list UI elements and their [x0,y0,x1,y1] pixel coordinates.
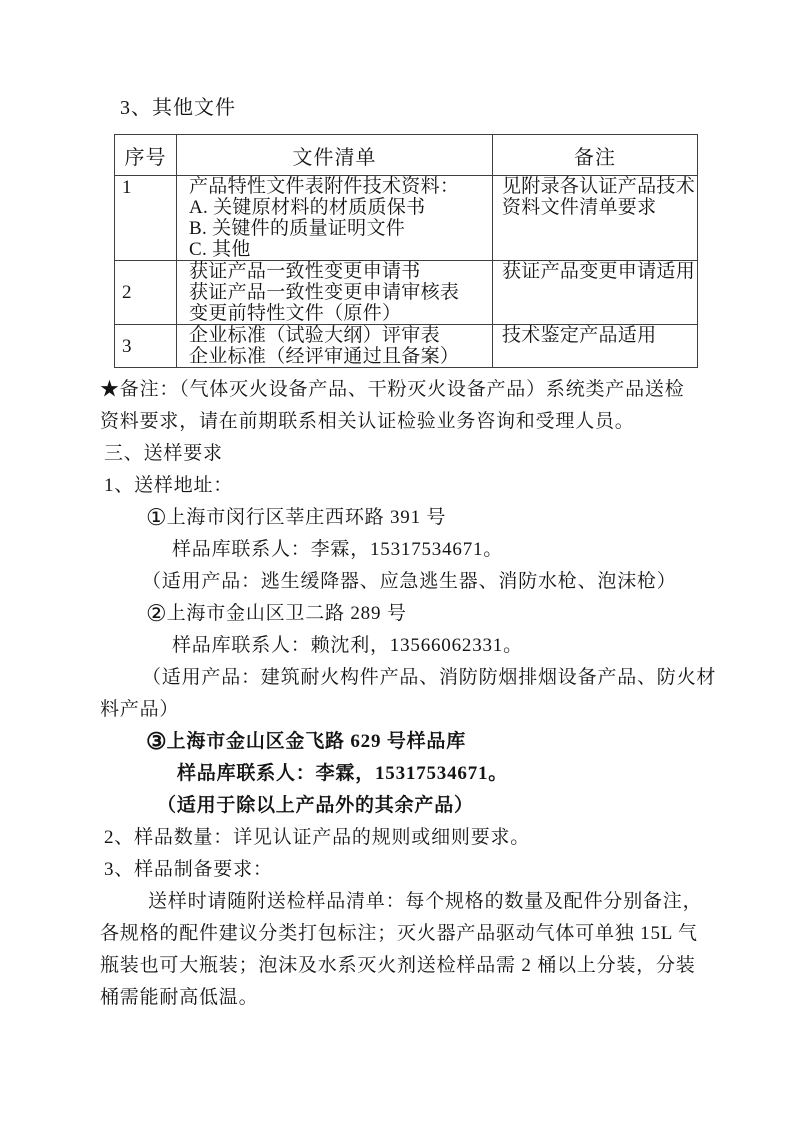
prep-paragraph-line4: 桶需能耐高低温。 [100,987,259,1008]
table-row [115,176,698,261]
row-number: 1 [115,176,177,261]
remark-line: 获证产品变更申请适用 [502,261,696,282]
row-remark [493,261,698,325]
address-label: 1、送样地址： [104,475,234,496]
contact-3: 样品库联系人：李霖，15317534671。 [177,763,509,784]
row-files [177,325,493,368]
contact-2: 样品库联系人：赖沈利，13566062331。 [172,635,523,656]
address-1-text: 上海市闵行区莘庄西环路 391 号 [166,507,447,528]
header-no: 序号 [115,135,177,176]
file-item: 产品特性文件表附件技术资料： [189,176,460,197]
file-item: B. 关键件的质量证明文件 [189,218,406,239]
star-note-line2: 资料要求，请在前期联系相关认证检验业务咨询和受理人员。 [100,411,635,432]
applicable-products-1: （适用产品：逃生缓降器、应急逃生器、消防水枪、泡沫枪） [142,571,677,592]
applicable-products-2-line1: （适用产品：建筑耐火构件产品、消防防烟排烟设备产品、防火材 [142,667,717,688]
remark-line: 见附录各认证产品技术 [502,176,696,197]
prep-paragraph-line3: 瓶装也可大瓶装；泡沫及水系灭火剂送检样品需 2 桶以上分装，分装 [100,955,696,976]
address-3 [100,726,700,758]
star-note-line1: ★备注：（气体灭火设备产品、干粉灭火设备产品）系统类产品送检 [100,379,685,400]
file-item: A. 关键原材料的材质质保书 [189,197,426,218]
file-item: C. 其他 [189,239,251,260]
circled-1-marker: ① [146,505,167,530]
quantity-item: 2、样品数量：详见认证产品的规则或细则要求。 [104,827,531,848]
row-number: 3 [115,325,177,368]
applicable-products-3: （适用于除以上产品外的其余产品） [157,795,474,816]
header-remark: 备注 [493,135,698,176]
section-delivery-title: 三、送样要求 [104,443,223,464]
file-item: 企业标准（试验大纲）评审表 [189,325,440,346]
remark-line: 技术鉴定产品适用 [502,325,657,346]
file-item: 获证产品一致性变更申请书 [189,261,421,282]
row-files [177,176,493,261]
header-files: 文件清单 [177,135,493,176]
address-1 [100,502,700,534]
prep-paragraph-line2: 各规格的配件建议分类打包标注；灭火器产品驱动气体可单独 15L 气 [100,923,698,944]
other-files-table [114,134,698,368]
circled-3-marker: ③ [146,729,167,754]
circled-2-marker: ② [146,601,167,626]
contact-1: 样品库联系人：李霖，15317534671。 [172,539,504,560]
address-2 [100,598,700,630]
file-item: 企业标准（经评审通过且备案） [189,346,460,367]
address-2-text: 上海市金山区卫二路 289 号 [166,603,407,624]
row-remark [493,325,698,368]
row-number: 2 [115,261,177,325]
section-other-files-title: 3、其他文件 [120,97,236,119]
row-files [177,261,493,325]
file-item: 变更前特性文件（原件） [189,303,402,324]
row-remark [493,176,698,261]
applicable-products-2-line2: 料产品） [100,699,180,720]
document-content [100,92,717,1014]
table-row [115,261,698,325]
file-item: 获证产品一致性变更申请审核表 [189,282,460,303]
prep-item: 3、样品制备要求： [104,859,273,880]
table-row [115,325,698,368]
table-header-row [115,135,698,176]
prep-paragraph-line1: 送样时请随附送检样品清单：每个规格的数量及配件分别备注， [148,891,703,912]
address-3-text: 上海市金山区金飞路 629 号样品库 [166,731,467,752]
remark-line: 资料文件清单要求 [502,197,657,218]
